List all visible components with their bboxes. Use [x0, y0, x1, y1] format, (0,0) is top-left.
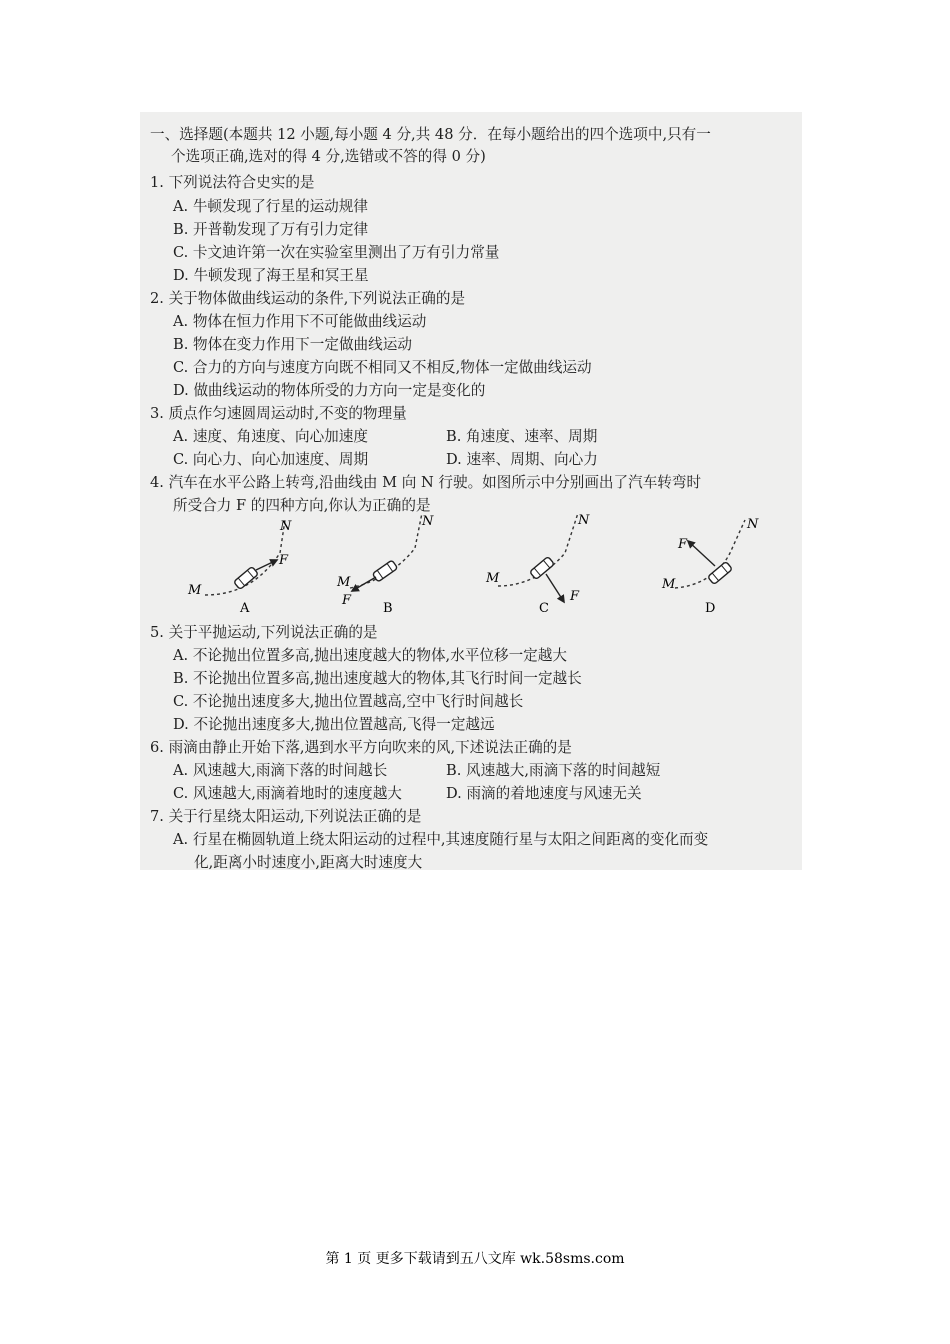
label-f-b: F — [342, 593, 352, 608]
question-6-option-b: B. 风速越大,雨滴下落的时间越短 — [446, 762, 661, 779]
section-heading-line-2: 个选项正确,选对的得 4 分,选错或不答的得 0 分) — [171, 148, 486, 165]
question-6-stem: 6. 雨滴由静止开始下落,遇到水平方向吹来的风,下述说法正确的是 — [150, 739, 572, 756]
question-3-stem: 3. 质点作匀速圆周运动时,不变的物理量 — [150, 405, 407, 422]
diagram-c — [485, 513, 590, 616]
question-7-stem: 7. 关于行星绕太阳运动,下列说法正确的是 — [150, 808, 422, 825]
question-1-stem: 1. 下列说法符合史实的是 — [150, 174, 315, 191]
question-6-option-a: A. 风速越大,雨滴下落的时间越长 — [173, 762, 388, 779]
question-5-option-b: B. 不论抛出位置多高,抛出速度越大的物体,其飞行时间一定越长 — [173, 670, 582, 687]
diagram-b — [336, 513, 434, 616]
question-7-option-a-line-2: 化,距离小时速度小,距离大时速度大 — [194, 854, 423, 871]
label-m-c: M — [486, 571, 500, 586]
question-2-option-c: C. 合力的方向与速度方向既不相同又不相反,物体一定做曲线运动 — [173, 359, 592, 376]
question-1-option-a: A. 牛顿发现了行星的运动规律 — [173, 198, 368, 215]
question-5-option-d: D. 不论抛出速度多大,抛出位置越高,飞得一定越远 — [173, 716, 495, 733]
diagram-a — [187, 519, 292, 616]
question-1-option-d: D. 牛顿发现了海王星和冥王星 — [173, 267, 369, 284]
label-f-c: F — [570, 589, 580, 604]
choice-label-b: B — [383, 601, 393, 616]
choice-label-d: D — [705, 601, 716, 616]
question-3-option-a: A. 速度、角速度、向心加速度 — [173, 428, 368, 445]
question-2-option-a: A. 物体在恒力作用下不可能做曲线运动 — [173, 313, 427, 330]
question-4-stem-line-1: 4. 汽车在水平公路上转弯,沿曲线由 M 向 N 行驶。如图所示中分别画出了汽车转弯时 — [150, 474, 702, 491]
section-heading-line-1: 一、选择题(本题共 12 小题,每小题 4 分,共 48 分．在每小题给出的四个选项中,只有一 — [150, 126, 711, 143]
question-1-option-b: B. 开普勒发现了万有引力定律 — [173, 221, 369, 238]
question-3-option-c: C. 向心力、向心加速度、周期 — [173, 451, 369, 468]
question-6-option-d: D. 雨滴的着地速度与风速无关 — [446, 785, 642, 802]
question-5-option-a: A. 不论抛出位置多高,抛出速度越大的物体,水平位移一定越大 — [173, 647, 567, 664]
question-3-option-b: B. 角速度、速率、周期 — [446, 428, 598, 445]
label-n-c: N — [578, 513, 590, 528]
label-n-d: N — [747, 517, 759, 532]
question-1-option-c: C. 卡文迪许第一次在实验室里测出了万有引力常量 — [173, 244, 500, 261]
label-f-a: F — [279, 553, 289, 568]
question-6-option-c: C. 风速越大,雨滴着地时的速度越大 — [173, 785, 402, 802]
page-footer: 第 1 页 更多下载请到五八文库 wk.58sms.com — [325, 1251, 625, 1267]
question-3-option-d: D. 速率、周期、向心力 — [446, 451, 598, 468]
label-m-d: M — [662, 577, 676, 592]
question-2-stem: 2. 关于物体做曲线运动的条件,下列说法正确的是 — [150, 290, 466, 307]
question-2-option-b: B. 物体在变力作用下一定做曲线运动 — [173, 336, 412, 353]
question-2-option-d: D. 做曲线运动的物体所受的力方向一定是变化的 — [173, 382, 486, 399]
diagram-d — [661, 517, 759, 616]
question-7-option-a-line-1: A. 行星在椭圆轨道上绕太阳运动的过程中,其速度随行星与太阳之间距离的变化而变 — [173, 831, 709, 848]
question-4-stem-line-2: 所受合力 F 的四种方向,你认为正确的是 — [173, 497, 431, 514]
label-m-a: M — [188, 583, 202, 598]
question-5-stem: 5. 关于平抛运动,下列说法正确的是 — [150, 624, 378, 641]
choice-label-a: A — [240, 601, 250, 616]
label-n-b: N — [422, 514, 434, 529]
label-f-d: F — [678, 537, 688, 552]
car-turning-diagrams — [180, 508, 800, 618]
choice-label-c: C — [539, 601, 549, 616]
label-n-a: N — [280, 519, 292, 534]
label-m-b: M — [337, 575, 351, 590]
question-5-option-c: C. 不论抛出速度多大,抛出位置越高,空中飞行时间越长 — [173, 693, 524, 710]
